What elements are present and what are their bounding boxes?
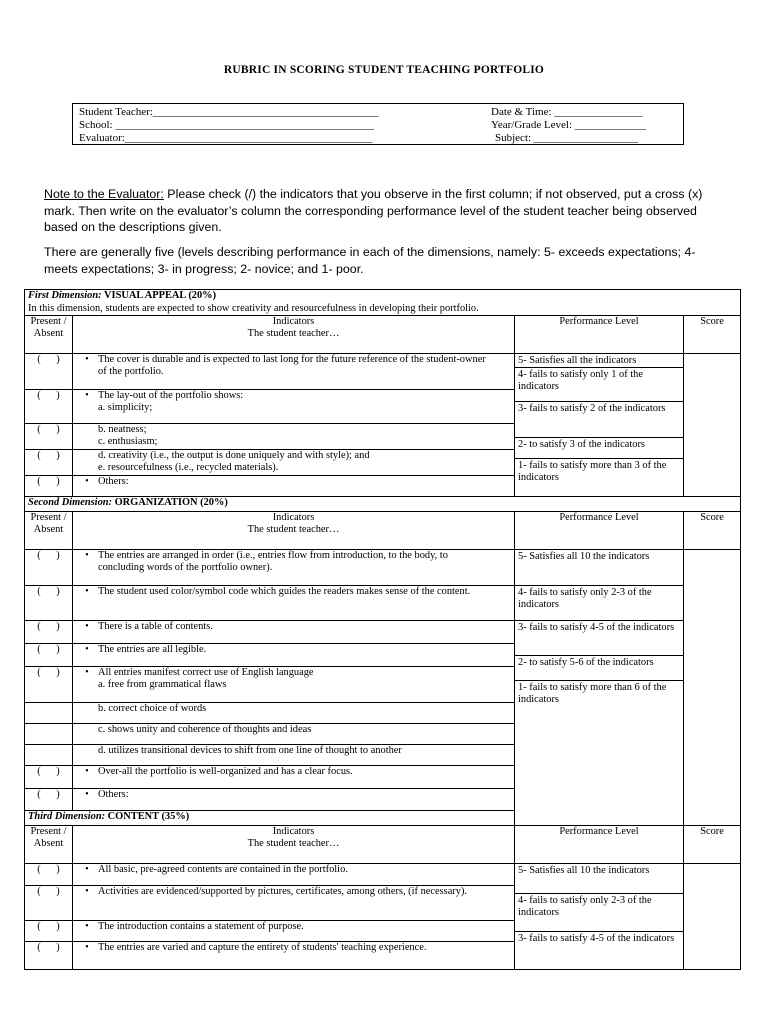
rubric-table (24, 289, 741, 970)
indicator (73, 864, 515, 886)
dimension-label: Third Dimension: (28, 811, 106, 822)
checkbox-empty (25, 703, 73, 724)
bullet: • (85, 921, 89, 932)
indicator (73, 424, 515, 450)
bullet: • (85, 390, 89, 401)
level-5: 5- Satisfies all the indicators (515, 354, 683, 368)
checkbox[interactable]: ( ) (25, 450, 73, 476)
indicator-text: The student used color/symbol code which guides the readers makes sense of the content. (98, 586, 471, 597)
bullet: • (85, 789, 89, 800)
checkbox[interactable]: ( ) (25, 766, 73, 789)
indicators-header (73, 512, 515, 550)
indicator (73, 644, 515, 667)
score-cell[interactable] (684, 354, 741, 497)
dimension-label: First Dimension: (28, 290, 102, 301)
checkbox[interactable]: ( ) (25, 550, 73, 586)
student-teacher-field[interactable]: Student Teacher:_________________________________________ (79, 106, 379, 118)
indicator-subitem: d. utilizes transitional devices to shift from one line of thought to another (73, 745, 515, 766)
checkbox-empty (25, 724, 73, 745)
score-cell[interactable] (684, 864, 741, 970)
indicator-text: The lay-out of the portfolio shows: (98, 390, 244, 401)
level-3: 3- fails to satisfy 4-5 of the indicators (518, 933, 675, 944)
level-2: 2- to satisfy 5-6 of the indicators (515, 656, 683, 681)
level-3: 3- fails to satisfy 2 of the indicators (515, 402, 683, 438)
performance-levels (515, 864, 684, 970)
note-label: Note to the Evaluator: (44, 187, 164, 201)
checkbox[interactable]: ( ) (25, 424, 73, 450)
indicator (73, 789, 515, 811)
indicator (73, 942, 515, 970)
checkbox[interactable]: ( ) (25, 789, 73, 811)
checkbox[interactable]: ( ) (25, 864, 73, 886)
indicator-subitem: b. correct choice of words (73, 703, 515, 724)
bullet: • (85, 886, 89, 897)
level-3: 3- fails to satisfy 4-5 of the indicators (515, 621, 683, 656)
indicator (73, 766, 515, 789)
performance-level-header: Performance Level (515, 512, 684, 550)
indicator-subitem: a. free from grammatical flaws (98, 679, 227, 690)
score-header: Score (684, 826, 741, 864)
checkbox[interactable]: ( ) (25, 644, 73, 667)
note-text: Please check (/) the indicators that you observe in the first column; if not observed, put a cross (x) mark. Then write on the evaluator’s column the corresponding performance level of the student teacher being observed based on the descriptions given. (44, 187, 703, 234)
dimension-name: VISUAL APPEAL (20%) (101, 290, 217, 301)
indicator (73, 476, 515, 497)
info-box (72, 103, 684, 145)
dimension-name: ORGANIZATION (20%) (112, 497, 228, 508)
year-grade-field[interactable]: Year/Grade Level: _____________ (491, 119, 647, 131)
checkbox[interactable]: ( ) (25, 667, 73, 703)
level-5: 5- Satisfies all 10 the indicators (515, 864, 683, 894)
indicator (73, 354, 515, 390)
indicator (73, 667, 515, 703)
levels-description: There are generally five (levels describing performance in each of the dimensions, namely: 5- exceeds expectations; 4- meets expectations; 3- in progress; 2- novice; and 1- poor. (44, 245, 696, 276)
indicator-subitem: a. simplicity; (98, 402, 153, 413)
indicators-header (73, 316, 515, 354)
indicator (73, 390, 515, 424)
checkbox[interactable]: ( ) (25, 390, 73, 424)
student-teacher-label: The student teacher… (247, 838, 340, 849)
indicator (73, 621, 515, 644)
dimension-header (25, 811, 741, 826)
performance-level-header: Performance Level (515, 316, 684, 354)
dimension-label: Second Dimension: (28, 497, 112, 508)
indicator-text: The entries are varied and capture the entirety of students' teaching experience. (98, 942, 427, 953)
dimension-description: In this dimension, students are expected to show creativity and resourcefulness in developing their portfolio. (28, 303, 479, 314)
indicator-text: Activities are evidenced/supported by pictures, certificates, among others, (if necessary). (98, 886, 468, 897)
dimension-name: CONTENT (35%) (105, 811, 190, 822)
evaluator-note (44, 186, 720, 236)
performance-level-header: Performance Level (515, 826, 684, 864)
bullet: • (85, 942, 89, 953)
indicator-text: The entries are arranged in order (i.e., entries flow from introduction, to the body, to concluding words of the portfolio owner). (98, 550, 448, 573)
indicator-subitem: b. neatness; (98, 424, 147, 435)
checkbox[interactable]: ( ) (25, 354, 73, 390)
evaluator-field[interactable]: Evaluator:_____________________________________________ (79, 132, 373, 144)
subject-field[interactable]: Subject: ___________________ (495, 132, 639, 144)
page-title: RUBRIC IN SCORING STUDENT TEACHING PORTFOLIO (223, 64, 545, 76)
checkbox[interactable]: ( ) (25, 476, 73, 497)
bullet: • (85, 667, 89, 678)
indicator-text: The introduction contains a statement of purpose. (98, 921, 304, 932)
bullet: • (85, 354, 89, 365)
indicators-label: Indicators (272, 512, 315, 523)
bullet: • (85, 644, 89, 655)
student-teacher-label: The student teacher… (247, 328, 340, 339)
indicator-text: All entries manifest correct use of English language (98, 667, 314, 678)
indicator-text: Over-all the portfolio is well-organized and has a clear focus. (98, 766, 353, 777)
dimension-header (25, 497, 741, 512)
dimension-header (25, 290, 741, 316)
bullet: • (85, 550, 89, 561)
indicator (73, 450, 515, 476)
indicators-header (73, 826, 515, 864)
indicator-text: The entries are all legible. (98, 644, 207, 655)
indicator-text: All basic, pre-agreed contents are contained in the portfolio. (98, 864, 348, 875)
indicator-text: The cover is durable and is expected to last long for the future reference of the student-owner of the portfolio. (98, 354, 486, 377)
performance-levels (515, 550, 684, 826)
date-time-field[interactable]: Date & Time: ________________ (491, 106, 643, 118)
student-teacher-label: The student teacher… (247, 524, 340, 535)
checkbox[interactable]: ( ) (25, 886, 73, 921)
score-cell[interactable] (684, 550, 741, 826)
bullet: • (85, 476, 89, 487)
indicator-subitem: d. creativity (i.e., the output is done uniquely and with style); and (98, 450, 370, 461)
indicator-text: There is a table of contents. (98, 621, 213, 632)
indicator-subitem: c. shows unity and coherence of thoughts and ideas (73, 724, 515, 745)
performance-levels (515, 354, 684, 497)
level-4: 4- fails to satisfy only 2-3 of the indicators (515, 894, 683, 932)
checkbox[interactable]: ( ) (25, 921, 73, 942)
bullet: • (85, 864, 89, 875)
checkbox[interactable]: ( ) (25, 942, 73, 970)
indicator (73, 921, 515, 942)
checkbox-empty (25, 745, 73, 766)
present-absent-header: Present / Absent (25, 316, 73, 354)
present-absent-header: Present / Absent (25, 512, 73, 550)
indicator-subitem: c. enthusiasm; (98, 436, 158, 447)
indicator-text: Others: (98, 476, 129, 487)
indicator (73, 550, 515, 586)
level-4: 4- fails to satisfy only 2-3 of the indicators (515, 586, 683, 621)
indicator (73, 586, 515, 621)
indicators-label: Indicators (272, 316, 315, 327)
indicator-text: Others: (98, 789, 129, 800)
bullet: • (85, 766, 89, 777)
bullet: • (85, 586, 89, 597)
present-absent-header: Present / Absent (25, 826, 73, 864)
level-2: 2- to satisfy 3 of the indicators (515, 438, 683, 459)
school-field[interactable]: School: _______________________________________________ (79, 119, 374, 131)
checkbox[interactable]: ( ) (25, 621, 73, 644)
bullet: • (85, 621, 89, 632)
level-1: 1- fails to satisfy more than 6 of the indicators (518, 682, 667, 705)
level-1: 1- fails to satisfy more than 3 of the indicators (518, 460, 667, 483)
score-header: Score (684, 512, 741, 550)
indicator (73, 886, 515, 921)
score-header: Score (684, 316, 741, 354)
indicators-label: Indicators (272, 826, 315, 837)
indicator-subitem: e. resourcefulness (i.e., recycled materials). (98, 462, 279, 473)
level-5: 5- Satisfies all 10 the indicators (515, 550, 683, 586)
level-4: 4- fails to satisfy only 1 of the indicators (515, 368, 683, 402)
checkbox[interactable]: ( ) (25, 586, 73, 621)
